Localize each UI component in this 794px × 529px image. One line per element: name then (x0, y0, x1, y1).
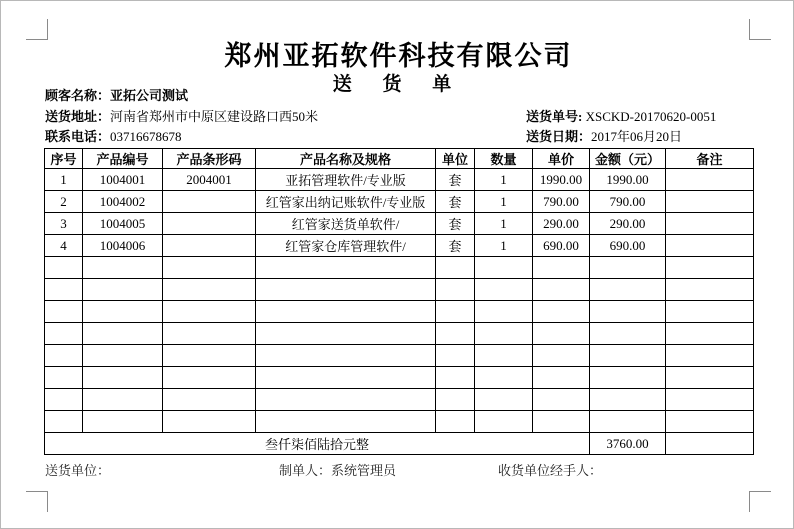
customer-name-line (45, 85, 188, 104)
cell-col8 (666, 235, 754, 257)
cell-col4 (436, 411, 475, 433)
empty-row (45, 367, 754, 389)
empty-row (45, 257, 754, 279)
cell-col0 (45, 345, 83, 367)
cell-col3 (256, 345, 436, 367)
contact-phone-label: 联系电话： (45, 129, 111, 144)
company-title: 郑州亚拓软件科技有限公司 (224, 41, 573, 71)
cell-col5 (475, 367, 533, 389)
cell-col7 (590, 279, 666, 301)
cell-col1 (83, 345, 163, 367)
cell-col6: 1990.00 (533, 169, 590, 191)
cell-col2 (163, 301, 256, 323)
cell-col3 (256, 323, 436, 345)
cell-col4: 套 (436, 191, 475, 213)
cell-col4: 套 (436, 235, 475, 257)
cell-col4: 套 (436, 213, 475, 235)
cell-col8 (666, 169, 754, 191)
header-unit-price: 单价 (533, 149, 590, 169)
delivery-address-value: 河南省郑州市中原区建设路口西50米 (110, 109, 319, 124)
cell-col7 (590, 389, 666, 411)
total-in-words: 叁仟柒佰陆拾元整 (45, 433, 590, 455)
cell-col5: 1 (475, 169, 533, 191)
cell-col0: 3 (45, 213, 83, 235)
cell-col2: 2004001 (163, 169, 256, 191)
cell-col7: 690.00 (590, 235, 666, 257)
print-margin-corner-bottom-left (26, 491, 48, 512)
cell-col7 (590, 257, 666, 279)
cell-col6 (533, 367, 590, 389)
cell-col2 (163, 213, 256, 235)
cell-col0 (45, 301, 83, 323)
empty-row (45, 301, 754, 323)
items-table-footer (45, 433, 754, 455)
empty-row (45, 389, 754, 411)
cell-col6 (533, 345, 590, 367)
cell-col5 (475, 257, 533, 279)
cell-col1 (83, 367, 163, 389)
cell-col8 (666, 279, 754, 301)
cell-col8 (666, 389, 754, 411)
cell-col0: 2 (45, 191, 83, 213)
cell-col3 (256, 279, 436, 301)
cell-col7 (590, 323, 666, 345)
cell-col3: 亚拓管理软件/专业版 (256, 169, 436, 191)
cell-col6: 290.00 (533, 213, 590, 235)
preparer-value: 系统管理员 (331, 463, 397, 478)
cell-col5: 1 (475, 191, 533, 213)
cell-col3 (256, 389, 436, 411)
cell-col1 (83, 257, 163, 279)
cell-col6 (533, 279, 590, 301)
cell-col6: 690.00 (533, 235, 590, 257)
delivery-address-line (45, 106, 318, 125)
cell-col8 (666, 213, 754, 235)
header-product-code: 产品编号 (83, 149, 163, 169)
print-margin-corner-bottom-right (749, 491, 771, 512)
cell-col1 (83, 323, 163, 345)
preparer-label: 制单人： (279, 463, 332, 478)
cell-col7 (590, 367, 666, 389)
cell-col2 (163, 257, 256, 279)
header-unit: 单位 (436, 149, 475, 169)
total-remark-cell (666, 433, 754, 455)
customer-name-label: 顾客名称： (45, 88, 111, 103)
cell-col2 (163, 279, 256, 301)
cell-col2 (163, 345, 256, 367)
cell-col7: 790.00 (590, 191, 666, 213)
cell-col1 (83, 411, 163, 433)
receiver-signature-line (498, 460, 602, 479)
cell-col1: 1004002 (83, 191, 163, 213)
order-number-label: 送货单号: (526, 109, 586, 124)
contact-phone-value: 03716678678 (110, 129, 182, 144)
cell-col6: 790.00 (533, 191, 590, 213)
cell-col3 (256, 257, 436, 279)
cell-col4 (436, 301, 475, 323)
document-title: 送 货 单 (332, 74, 465, 95)
cell-col5 (475, 411, 533, 433)
cell-col4 (436, 257, 475, 279)
cell-col1: 1004001 (83, 169, 163, 191)
cell-col5 (475, 389, 533, 411)
header-amount: 金额（元） (590, 149, 666, 169)
items-table (44, 148, 754, 455)
header-barcode: 产品条形码 (163, 149, 256, 169)
cell-col5 (475, 323, 533, 345)
cell-col7: 290.00 (590, 213, 666, 235)
customer-name-value: 亚拓公司测试 (110, 88, 189, 103)
cell-col4: 套 (436, 169, 475, 191)
delivery-date-line (526, 126, 682, 145)
cell-col4 (436, 345, 475, 367)
cell-col0 (45, 323, 83, 345)
cell-col5: 1 (475, 213, 533, 235)
cell-col1: 1004005 (83, 213, 163, 235)
cell-col0 (45, 367, 83, 389)
header-product-name-spec: 产品名称及规格 (256, 149, 436, 169)
cell-col8 (666, 191, 754, 213)
order-number-line (526, 106, 716, 125)
items-table-body (45, 169, 754, 433)
preparer-line (279, 460, 396, 479)
receiver-label: 收货单位经手人： (498, 463, 603, 478)
item-row (45, 191, 754, 213)
cell-col1 (83, 301, 163, 323)
cell-col2 (163, 389, 256, 411)
delivery-address-label: 送货地址： (45, 109, 111, 124)
total-amount: 3760.00 (590, 433, 666, 455)
cell-col6 (533, 257, 590, 279)
cell-col3: 红管家出纳记账软件/专业版 (256, 191, 436, 213)
cell-col0 (45, 411, 83, 433)
cell-col0: 4 (45, 235, 83, 257)
sender-signature-line (45, 460, 110, 479)
cell-col6 (533, 301, 590, 323)
cell-col5 (475, 301, 533, 323)
delivery-date-label: 送货日期： (526, 129, 592, 144)
cell-col1 (83, 279, 163, 301)
cell-col1: 1004006 (83, 235, 163, 257)
empty-row (45, 345, 754, 367)
cell-col6 (533, 389, 590, 411)
cell-col8 (666, 411, 754, 433)
empty-row (45, 411, 754, 433)
header-seq: 序号 (45, 149, 83, 169)
cell-col8 (666, 257, 754, 279)
cell-col7: 1990.00 (590, 169, 666, 191)
cell-col0 (45, 389, 83, 411)
cell-col0 (45, 279, 83, 301)
cell-col5 (475, 345, 533, 367)
cell-col8 (666, 367, 754, 389)
cell-col8 (666, 323, 754, 345)
cell-col3 (256, 301, 436, 323)
empty-row (45, 279, 754, 301)
cell-col8 (666, 301, 754, 323)
cell-col2 (163, 411, 256, 433)
item-row (45, 169, 754, 191)
total-row (45, 433, 754, 455)
delivery-date-value: 2017年06月20日 (591, 129, 683, 144)
cell-col2 (163, 191, 256, 213)
cell-col8 (666, 345, 754, 367)
cell-col0: 1 (45, 169, 83, 191)
cell-col0 (45, 257, 83, 279)
items-table-header (45, 149, 754, 169)
header-row (45, 149, 754, 169)
item-row (45, 213, 754, 235)
order-number-value: XSCKD-20170620-0051 (585, 109, 717, 124)
sender-label: 送货单位： (45, 463, 111, 478)
cell-col5: 1 (475, 235, 533, 257)
contact-phone-line (45, 126, 182, 145)
header-quantity: 数量 (475, 149, 533, 169)
cell-col4 (436, 367, 475, 389)
cell-col7 (590, 301, 666, 323)
cell-col3 (256, 411, 436, 433)
cell-col6 (533, 323, 590, 345)
header-remark: 备注 (666, 149, 754, 169)
cell-col2 (163, 367, 256, 389)
cell-col7 (590, 411, 666, 433)
cell-col3: 红管家仓库管理软件/ (256, 235, 436, 257)
cell-col3: 红管家送货单软件/ (256, 213, 436, 235)
cell-col3 (256, 367, 436, 389)
cell-col6 (533, 411, 590, 433)
cell-col4 (436, 323, 475, 345)
cell-col4 (436, 389, 475, 411)
item-row (45, 235, 754, 257)
cell-col2 (163, 235, 256, 257)
cell-col4 (436, 279, 475, 301)
cell-col7 (590, 345, 666, 367)
empty-row (45, 323, 754, 345)
cell-col2 (163, 323, 256, 345)
cell-col5 (475, 279, 533, 301)
cell-col1 (83, 389, 163, 411)
